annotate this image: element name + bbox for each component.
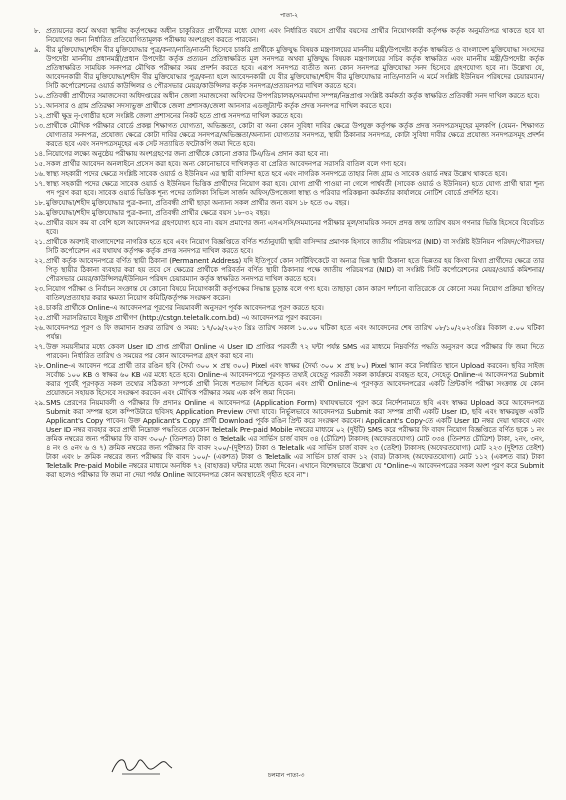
item-text: সকল প্রার্থীর আবেদন অনলাইনে প্রসেস করা হবে। অন্য কোনোভাবে দাখিলকৃত বা প্রেরিত আবেদনপত্র সরাসরি বাতিল বলে গণ্য হবে। <box>46 160 406 168</box>
item-number: ২৬. <box>34 324 46 332</box>
item-number: ২৫. <box>34 314 46 322</box>
list-item <box>34 343 544 361</box>
item-text: প্রত্যয়নের কর্মে অথবা স্থানীয় কর্তৃপক্ষের অধীন চাকুরিরত প্রার্থীদের মধ্যে যোগ্য এবং নির্ধারিত বয়সে প্রার্থীর বয়সের প্রার্থীর নিয়োগকারী কর্তৃপক্ষ কর্তৃক অনুমতিপত্র থাকতে হবে যা নিয়োগের জন্য নির্ধারিত প্রতিযোগিতামূলক পরীক্ষায় অংশগ্রহণ করতে পারবেন। <box>46 27 544 44</box>
list-item <box>34 170 544 179</box>
item-text: প্রার্থী সরাসরিভাবে ইচ্ছুক প্রার্থীগণ (http://cstgn.teletalk.com.bd) -এ আবেদনপত্র পূরণ করবেন। <box>46 314 322 322</box>
item-text: প্রার্থীর বয়স কম বা বেশি হলে আবেদনপত্র গ্রহণযোগ্য হবে না। বয়স প্রমাণের জন্য এসএসসি/সমমানের পরীক্ষার মূল/সাময়িক সনদে প্রদত্ত জন্ম তারিখ বয়স গণনার ভিত্তি হিসেবে বিবেচিত হবে। <box>46 219 544 236</box>
list-item <box>34 219 544 237</box>
item-number: ১৩. <box>34 122 46 130</box>
list-item <box>34 257 544 284</box>
item-text: প্রার্থীকে অবশ্যই বাংলাদেশের নাগরিক হতে হবে এবং নিয়োগ বিজ্ঞপ্তিতে বর্ণিত শর্তানুযায়ী স্থায়ী বাসিন্দার প্রমাণক হিসাবে জাতীয় পরিচয়পত্র (NID) বা সংশ্লিষ্ট ইউনিয়ন পরিষদ/পৌরসভা/সিটি কর্পোরেশন এর যথাযথ কর্তৃপক্ষ কর্তৃক প্রদত্ত সনদপত্র দাখিল করতে হবে। <box>46 238 544 255</box>
list-item <box>34 324 544 342</box>
list-item <box>34 160 544 169</box>
item-number: ২৪. <box>34 304 46 312</box>
item-number: ১৯. <box>34 209 46 217</box>
item-number: ১৫. <box>34 160 46 168</box>
signature <box>108 750 178 780</box>
item-text: প্রার্থী কর্তৃক আবেদনপত্রে বর্ণিত স্থায়ী ঠিকানা (Permanent Address) যদি ইতিপূর্বে কোন সার্টিফিকেটে বা অন্যত্র ভিন্ন স্থায়ী ঠিকানা হতে ভিন্নতর হয় কিংবা মিথ্যা প্রার্থীদের ক্ষেত্রে তার পিতৃ স্থায়ীর ঠিকানা ব্যবহার করা হয় তবে সে ক্ষেত্রের প্রার্থীকে পরিবর্তন বর্ণিত স্থায়ী ঠিকানার পক্ষে জাতীয় পরিচয়পত্র (NID) বা সংশ্লিষ্ট সিটি কর্পোরেশনের মেয়র/ওয়ার্ড কমিশনার/পৌরসভার মেয়র/কাউন্সিলর/ইউনিয়ন পরিষদ চেয়ারম্যান কর্তৃক স্বাক্ষরিত সনদপত্র দাখিল করতে হবে। <box>46 257 544 283</box>
next-page-label: চলমান পাতা-৩ <box>268 772 305 779</box>
item-text: Online-এ আবেদন পত্রে প্রার্থী তার রঙিন ছবি (দৈর্ঘ্য ৩০০ × প্রস্থ ৩০০) Pixel এবং স্বাক্ষর (দৈর্ঘ্য ৩০০ × প্রস্থ ৮০) Pixel স্ক্যান করে নির্ধারিত স্থানে Upload করবেন। ছবির সাইজ সর্বোচ্চ ১০০ KB ও স্বাক্ষর ৬০ KB এর মধ্যে হতে হবে। Online-এ আবেদনপত্রে পূরণকৃত তথ্যই যেহেতু পরবর্তী সকল কার্যক্রমে ব্যবহৃত হবে, সেহেতু Online-এ আবেদনপত্র Submit করার পূর্বেই পূরণকৃত সকল তথ্যের সঠিকতা সম্পর্কে প্রার্থী নিজে শতভাগ নিশ্চিত হবেন এবং প্রার্থী Online-এ পূরণকৃত আবেদনপত্রের একটি প্রিন্টকপি পরীক্ষা সংক্রান্ত যে কোন প্রয়োজনে সহায়ক হিসেবে সংরক্ষণ করবেন এবং মৌখিক পরীক্ষার সময় এক কপি জমা দিবেন। <box>46 362 544 397</box>
item-number: ২০. <box>34 219 46 227</box>
item-number: ২৩. <box>34 285 46 293</box>
list-item <box>34 362 544 398</box>
list-item <box>34 238 544 256</box>
item-text: বীর মুক্তিযোদ্ধা/শহীদ বীর মুক্তিযোদ্ধার পুত্র/কন্যা/নাতি/নাতনী হিসেবে চাকরি প্রার্থীকে মুক্তিযুদ্ধ বিষয়ক মন্ত্রণালয়ের মাননীয় মন্ত্রী/উপদেষ্টা কর্তৃক স্বাক্ষরিত ও বাংলাদেশ মুক্তিযোদ্ধা সংসদের উপদেষ্টা মাননীয় প্রধানমন্ত্রী/প্রধান উপদেষ্টা কর্তৃক প্রত্যয়ন প্রতিস্বাক্ষরিত মূল সনদপত্র অথবা মুক্তিযুদ্ধ বিষয়ক মন্ত্রণালয়ের সচিব কর্তৃক স্বাক্ষরিত এবং মাননীয় মন্ত্রী/উপদেষ্টা কর্তৃক প্রতিস্বাক্ষরিত সাময়িক সনদপত্র মৌখিক পরীক্ষার সময় প্রদর্শন করতে হবে। এরূপ সনদপত্র ব্যতীত অন্য কোন সনদপত্র মুক্তিযোদ্ধা সনদ হিসেবে গ্রহণযোগ্য হবে না। উল্লেখ্য যে, আবেদনকারী বীর মুক্তিযোদ্ধা/শহীদ বীর মুক্তিযোদ্ধার পুত্র/কন্যা হলে আবেদনকারী যে বীর মুক্তিযোদ্ধা/শহীদ বীর মুক্তিযোদ্ধার নাতি/নাতনি এ মর্মে সংশ্লিষ্ট ইউনিয়ন পরিষদের চেয়ারম্যান/সিটি কর্পোরেশনের ওয়ার্ড কাউন্সিলর ও পৌরসভার মেয়র/কাউন্সিলর কর্তৃক সনদপত্র/প্রত্যয়নপত্র দাখিল করতে হবে। <box>46 46 544 90</box>
item-text: নিয়োগের লক্ষ্যে অনুষ্ঠেয় পরীক্ষায় অংশগ্রহণের জন্য প্রার্থীকে কোনো প্রকার টিএ/ডিএ প্রদান করা হবে না। <box>46 150 329 158</box>
list-item <box>34 150 544 159</box>
list-item <box>34 304 544 313</box>
page-footer <box>0 740 566 800</box>
item-text: মুক্তিযোদ্ধা/শহীদ মুক্তিযোদ্ধার পুত্র-কন্যা, প্রতিবন্ধী প্রার্থীর ক্ষেত্রে বয়স ১৮-৩২ বছর। <box>46 209 270 217</box>
item-text: চাকরি প্রার্থীকে Online-এ আবেদনপত্র পূরণের নিয়মাবলী অনুসরণ পূর্বক আবেদনপত্র পূরণ করতে হবে। <box>46 304 324 312</box>
page-number-label: পাতা-২ <box>279 12 299 19</box>
item-number: ২৭. <box>34 343 46 351</box>
item-number: ১৭. <box>34 180 46 188</box>
list-item <box>34 46 544 91</box>
item-number: ৯. <box>34 46 41 54</box>
item-number: ১৮. <box>34 199 46 207</box>
list-item <box>34 199 544 208</box>
item-text: প্রার্থী ক্ষুদ্র নৃ-গোষ্ঠীর হলে সংশ্লিষ্ট জেলা প্রশাসনের নিকট হতে প্রাপ্ত সনদপত্র দাখিল করতে হবে। <box>46 112 303 120</box>
item-number: ১২. <box>34 112 46 120</box>
item-number: ১৬. <box>34 170 46 178</box>
item-number: ২৯. <box>34 399 46 407</box>
item-number: ১৪. <box>34 150 46 158</box>
list-item <box>34 122 544 149</box>
item-number: ১১. <box>34 102 46 110</box>
instructions-list <box>34 27 544 480</box>
item-text: উক্ত সময়সীমার মধ্যে কেবল User ID প্রাপ্ত প্রার্থীরা Online এ User ID প্রাপ্তির পরবর্তী ৭২ ঘন্টা পর্যন্ত SMS এর মাধ্যমে নিম্নবর্ণিত পদ্ধতি অনুসরণ করে পরীক্ষার ফি জমা দিতে পারবেন। নির্ধারিত তারিখ ও সময়ের পর কোন আবেদনপত্র গ্রহণ করা হবে না। <box>46 343 544 360</box>
item-text: SMS প্রেরণের নিয়মাবলী ও পরীক্ষার ফি প্রদানঃ Online এ আবেদনপত্র (Application Form) যথাযথভাবে পূরণ করে নির্দেশনামতে ছবি এবং স্বাক্ষর Upload করে আবেদনপত্র Submit করা সম্পন্ন হলে কম্পিউটারে ছবিসহ Application Preview দেখা যাবে। নির্ভুলভাবে আবেদনপত্র Submit করা সম্পন্ন প্রার্থী একটি User ID, ছবি এবং স্বাক্ষরযুক্ত একটি Applicant's Copy পাবেন। উক্ত Applicant's Copy প্রার্থী Download পূর্বক রঙিন প্রিন্ট করে সংরক্ষণ করবেন। Applicant's Copy-তে একটি User ID নম্বর দেয়া থাকবে এবং User ID নম্বর ব্যবহার করে প্রার্থী নিম্নোক্ত পদ্ধতিতে যেকোন Teletalk Pre-paid Mobile নম্বরের মাধ্যমে ০২ (দুইটি) SMS করে পরীক্ষার ফি বাবদ নিয়োগ বিজ্ঞপ্তিতে বর্ণিত ছকে ১ নং ক্রমিক নম্বরের জন্য পরীক্ষার ফি বাবদ ৩০০/- (তিনশত) টাকা ও Teletalk এর সার্ভিস চার্জ বাবদ ৩৪ (চৌত্রিশ) টাকাসহ (অফেরতযোগ্য) মোট ৩৩৪ (তিনশত চৌত্রিশ) টাকা, ২নং, ৩নং, ৪ নং ও ৫নং ৬ ও ৭) ক্রমিক নম্বরের জন্য পরীক্ষার ফি বাবদ ২০০/-(দুইশত) টাকা ও Teletalk এর সার্ভিস চার্জ বাবদ ২৩ (তেইশ) টাকাসহ (অফেরতযোগ্য) মোট ২২৩ (দুইশত তেইশ) টাকা এবং ৮ ক্রমিক নম্বরের জন্য পরীক্ষার ফি বাবদ ১০০/- (একশত) টাকা ও Teletalk এর সার্ভিস চার্জ বাবদ ১২ (বার) টাকাসহ (অফেরতযোগ্য) মোট ১১২ (একশত বার) টাকা Teletalk Pre-paid Mobile নম্বরের মাধ্যমে অনধিক ৭২ (বাহাত্তর) ঘন্টার মধ্যে জমা দিবেন। এখানে বিশেষভাবে উল্লেখ্য যে "Online-এ আবেদনপত্রের সকল অংশ পূরণ করে Submit করা হলেও পরীক্ষার ফি জমা না দেয়া পর্যন্ত Online আবেদনপত্র কোন অবস্থাতেই গৃহীত হবে না"। <box>46 399 544 479</box>
item-text: মুক্তিযোদ্ধা/শহীদ মুক্তিযোদ্ধার পুত্র-কন্যা, প্রতিবন্ধী প্রার্থী ছাড়া অন্যান্য সকল প্রার্থীর জন্য বয়স ১৮ হতে ৩০ বছর। <box>46 199 350 207</box>
list-item <box>34 112 544 121</box>
item-text: নিয়োগ পরীক্ষা ও নির্বাচন সংক্রান্ত যে কোনো বিষয়ে নিয়োগকারী কর্তৃপক্ষের সিদ্ধান্ত চূড়ান্ত বলে গণ্য হবে। তাছাড়া কোন কারণ দর্শানো ব্যতিরেকে যে কোনো সময় নিয়োগ প্রক্রিয়া স্থগিত/বাতিল/প্রত্যাহার করার ক্ষমতা নিয়োগ কমিটি/কর্তৃপক্ষ সংরক্ষণ করেন। <box>46 285 544 302</box>
item-text: স্বাস্থ্য সহকারী পদের ক্ষেত্রে সংশ্লিষ্ট সাবেক ওয়ার্ড ও ইউনিয়ন এর স্থায়ী বাসিন্দা হতে হবে এবং নাগরিক সনদপত্রে তাহার নিজ গ্রাম ও সাবেক ওয়ার্ড নম্বর উল্লেখ থাকতে হবে। <box>46 170 508 178</box>
item-text: স্বাস্থ্য সহকারী পদের ক্ষেত্রে সাবেক ওয়ার্ড ও ইউনিয়ন ভিত্তিক প্রার্থীদের নিয়োগ করা হবে। যোগ্য প্রার্থী পাওয়া না গেলে পার্শ্ববর্তী (সাবেক ওয়ার্ড ও ইউনিয়ন) হতে যোগ্য প্রার্থী দ্বারা শূন্য পদ পূরণ করা হবে। সাবেক ওয়ার্ড ভিত্তিক শূন্য পদের তালিকা সিভিল সার্জন অফিস/উপজেলা স্বাস্থ্য ও পরিবার পরিকল্পনা কর্মকর্তার কার্যালয়ে নোটিশ বোর্ডে প্রদর্শিত হবে। <box>46 180 544 197</box>
item-text: প্রতিবন্ধী প্রার্থীদের সমাজসেবা অধিদপ্তরের অধীন জেলা সমাজসেবা অফিসের উপপরিচালক/সমমর্যাদা সম্পন্ন/নিম্নপ্রাপ্ত সংশ্লিষ্ট কর্মকর্তা কর্তৃক স্বাক্ষরিত প্রতিবন্ধী সনদ দাখিল করতে হবে। <box>46 92 540 100</box>
list-item <box>34 92 544 101</box>
item-number: ২৮. <box>34 362 46 370</box>
list-item <box>34 209 544 218</box>
list-item <box>34 285 544 303</box>
item-number: ৮. <box>34 27 41 35</box>
item-number: ২১. <box>34 238 46 246</box>
item-text: প্রার্থীকে মৌখিক পরীক্ষার বোর্ডে প্রকল্প শিক্ষাগত যোগ্যতা, অভিজ্ঞতা, কোটা বা অন্য কোন সুবিধা দাবির ক্ষেত্রে উপযুক্ত কর্তৃপক্ষ কর্তৃক প্রদত্ত সনদপত্রসমূহের মূলকপি (যেমন- শিক্ষাগত যোগ্যতার সনদপত্র, প্রযোজ্য ক্ষেত্রে কোটা দাবির ক্ষেত্রে সনদপত্র/অভিজ্ঞতা/অন্যান্য যোগ্যতার সনদপত্র, স্থায়ী ঠিকানার সনদপত্র, কোটা সুবিধা দাবীর ক্ষেত্রে প্রযোজ্য সনদপত্রসমূহ প্রদর্শন করতে হবে এবং সনদপত্রসমূহের এক সেট সত্যায়িত ফটোকপি জমা দিতে হবে। <box>46 122 544 148</box>
item-number: ২২. <box>34 257 46 265</box>
list-item <box>34 27 544 45</box>
list-item <box>34 180 544 198</box>
list-item <box>34 399 544 480</box>
item-number: ১০. <box>34 92 46 100</box>
list-item <box>34 314 544 323</box>
item-text: আনসার ও গ্রাম প্রতিরক্ষা সদস্যভুক্ত প্রার্থীকে জেলা প্রশাসক/জেলা আনসার এডজুট্যান্ট কর্তৃক প্রদত্ত সনদপত্র দাখিল করতে হবে। <box>46 102 392 110</box>
list-item <box>34 102 544 111</box>
item-text: আবেদনপত্র পূরণ ও ফি জমাদান শুরুর তারিখ ও সময়: ১৭/০৯/২০২৩ খ্রিঃ তারিখ সকাল ১০.০০ ঘটিকা হতে এবং আবেদনের শেষ তারিখ ০৮/১০/২০২৩খ্রিঃ বিকাল ৫.০০ ঘটিকা পর্যন্ত। <box>46 324 544 341</box>
